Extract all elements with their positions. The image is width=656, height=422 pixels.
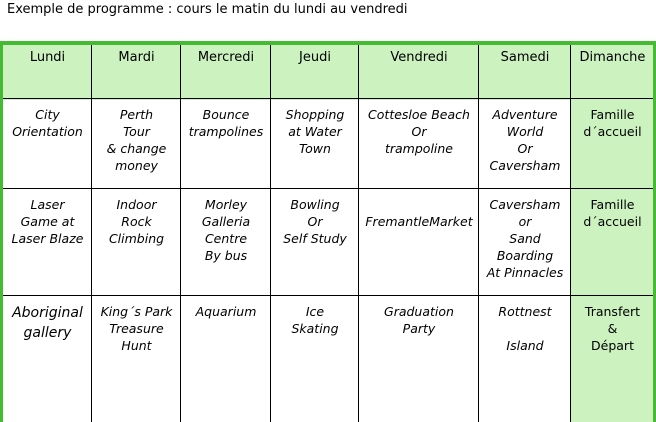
cell-r1-mercredi: Bounce trampolines: [188, 107, 264, 139]
col-divider-4: [358, 45, 359, 422]
cell-r1-jeudi: Shopping at Water Town: [285, 107, 345, 156]
cell-r2-mercredi: Morley Galleria Centre By bus: [201, 197, 251, 263]
col-divider-6: [570, 45, 571, 422]
row-divider-1: [3, 188, 653, 189]
header-lundi: Lundi: [29, 50, 66, 65]
cell-r1-vendredi: Cottesloe Beach Or trampoline: [368, 107, 470, 156]
col-divider-3: [270, 45, 271, 422]
cell-r3-samedi: Rottnest Island: [498, 304, 552, 353]
cell-r2-dimanche: Famille d´accueil: [583, 197, 642, 229]
header-dimanche: Dimanche: [579, 50, 646, 65]
cell-r3-lundi: Aboriginal gallery: [12, 305, 83, 341]
page-caption: Exemple de programme : cours le matin du lundi au vendredi: [7, 2, 408, 17]
cell-r1-samedi: Adventure World Or Caversham: [489, 107, 561, 173]
cell-r1-lundi: City Orientation: [12, 107, 83, 139]
header-bottom-border: [3, 98, 653, 99]
header-mercredi: Mercredi: [197, 50, 255, 65]
cell-r3-mercredi: Aquarium: [195, 304, 257, 319]
cell-r2-mardi: Indoor Rock Climbing: [108, 197, 165, 246]
cell-r2-jeudi: Bowling Or Self Study: [283, 197, 347, 246]
col-divider-5: [478, 45, 479, 422]
header-mardi: Mardi: [118, 50, 155, 65]
cell-r1-dimanche: Famille d´accueil: [583, 107, 642, 139]
top-border: [0, 41, 656, 45]
row-divider-2: [3, 295, 653, 296]
cell-r1-mardi: Perth Tour & change money: [106, 107, 167, 173]
header-jeudi: Jeudi: [299, 50, 331, 65]
cell-r3-jeudi: Ice Skating: [291, 304, 339, 336]
col-divider-2: [180, 45, 181, 422]
cell-r3-dimanche: Transfert & Départ: [584, 304, 641, 353]
cell-r2-lundi: Laser Game at Laser Blaze: [11, 197, 84, 246]
cell-r3-mardi: King´s Park Treasure Hunt: [100, 304, 173, 353]
header-vendredi: Vendredi: [390, 50, 448, 65]
header-samedi: Samedi: [500, 50, 550, 65]
col-divider-1: [91, 45, 92, 422]
cell-r2-samedi: Caversham or Sand Boarding At Pinnacles: [486, 197, 564, 280]
schedule-table: [0, 41, 656, 422]
cell-r3-vendredi: Graduation Party: [384, 304, 454, 336]
cell-r2-vendredi: FremantleMarket: [365, 214, 473, 229]
